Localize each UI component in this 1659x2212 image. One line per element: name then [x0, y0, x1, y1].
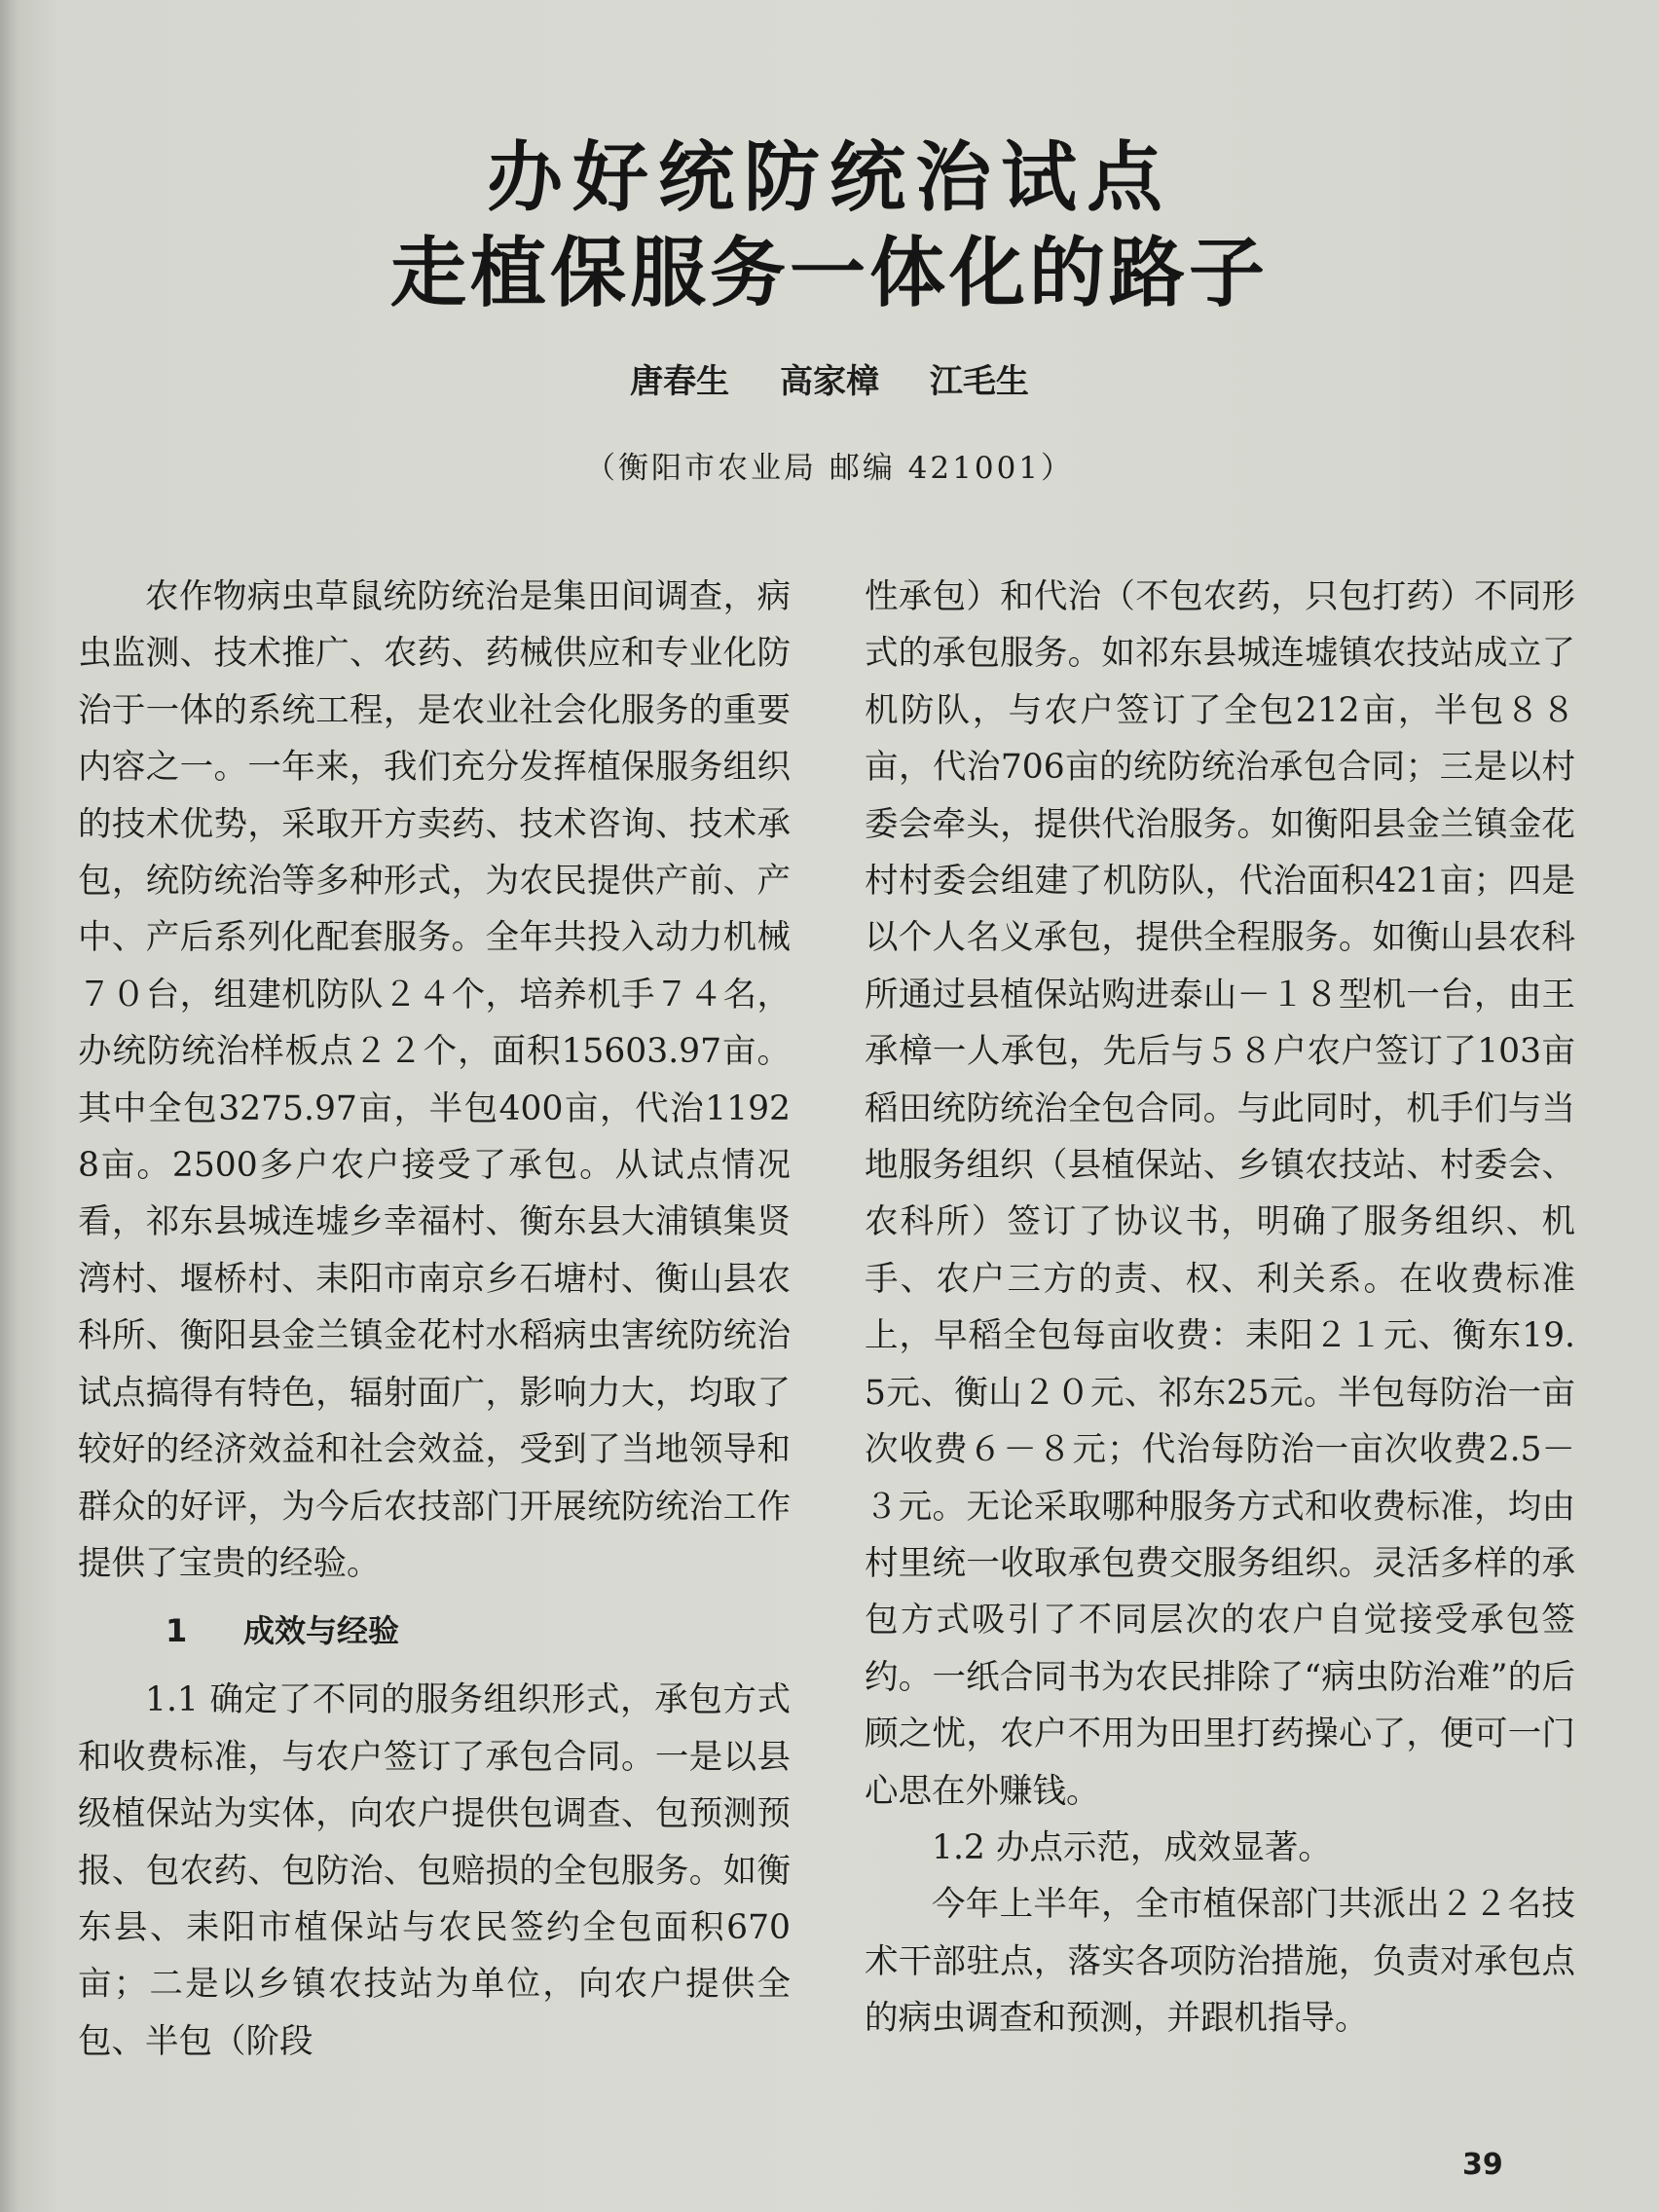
article-affiliation: （衡阳市农业局 邮编 421001）	[584, 451, 1075, 486]
section-title: 成效与经验	[243, 1612, 400, 1650]
page-number: 39	[1462, 2148, 1503, 2182]
section-number: 1	[166, 1612, 188, 1650]
article-authors: 唐春生 高家樟 江毛生	[630, 362, 1029, 401]
article-title-line-1: 办好统防统治试点	[486, 134, 1172, 222]
intro-paragraph: 农作物病虫草鼠统防统治是集田间调查，病虫监测、技术推广、农药、药械供应和专业化防治于一体的系统工程，是农业社会化服务的重要内容之一。一年来，我们充分发挥植保服务组织的技术优势，采取开方卖药、技术咨询、技术承包，统防统治等多种形式，为农民提供产前、产中、产后系列化配套服务。全年共投入动力机械７０台，组建机防队２４个，培养机手７４名，办统防统治样板点２２个，面积15603.97亩。其中全包3275.97亩，半包400亩，代治11928亩。2500多户农户接受了承包。从试点情况看，祁东县城连墟乡幸福村、衡东县大浦镇集贤湾村、堰桥村、耒阳市南京乡石塘村、衡山县农科所、衡阳县金兰镇金花村水稻病虫害统防统治试点搞得有特色，辐射面广，影响力大，均取了较好的经济效益和社会效益，受到了当地领导和群众的好评，为今后农技部门开展统防统治工作提供了宝贵的经验。	[78, 577, 791, 1583]
subsection-1-2-paragraph: 今年上半年，全市植保部门共派出２２名技术干部驻点，落实各项防治措施，负责对承包点的病虫调查和预测，并跟机指导。	[865, 1885, 1575, 2039]
subsection-1-1-paragraph: 1.1 确定了不同的服务组织形式，承包方式和收费标准，与农户签订了承包合同。一是以县级植保站为实体，向农户提供包调查、包预测预报、包农药、包防治、包赔损的全包服务。如衡东县、耒阳市植保站与农民签约全包面积670亩；二是以乡镇农技站为单位，向农户提供全包、半包（阶段	[78, 1680, 791, 2061]
left-column	[78, 569, 791, 2070]
right-column	[865, 569, 1575, 2047]
section-heading	[78, 1604, 791, 1658]
continued-paragraph: 性承包）和代治（不包农药，只包打药）不同形式的承包服务。如祁东县城连墟镇农技站成立了机防队，与农户签订了全包212亩，半包８８亩，代治706亩的统防统治承包合同；三是以村委会牵头，提供代治服务。如衡阳县金兰镇金花村村委会组建了机防队，代治面积421亩；四是以个人名义承包，提供全程服务。如衡山县农科所通过县植保站购进泰山－１８型机一台，由王承樟一人承包，先后与５８户农户签订了103亩稻田统防统治全包合同。与此同时，机手们与当地服务组织（县植保站、乡镇农技站、村委会、农科所）签订了协议书，明确了服务组织、机手、农户三方的责、权、利关系。在收费标准上，早稻全包每亩收费：耒阳２１元、衡东19.5元、衡山２０元、祁东25元。半包每防治一亩次收费６－８元；代治每防治一亩次收费2.5－３元。无论采取哪种服务方式和收费标准，均由村里统一收取承包费交服务组织。灵活多样的承包方式吸引了不同层次的农户自觉接受承包签约。一纸合同书为农民排除了“病虫防治难”的后顾之忧，农户不用为田里打药操心了，便可一门心思在外赚钱。	[865, 577, 1575, 1811]
article-title-line-2: 走植保服务一体化的路子	[389, 230, 1269, 317]
subsection-1-2-heading: 1.2 办点示范，成效显著。	[932, 1827, 1332, 1867]
